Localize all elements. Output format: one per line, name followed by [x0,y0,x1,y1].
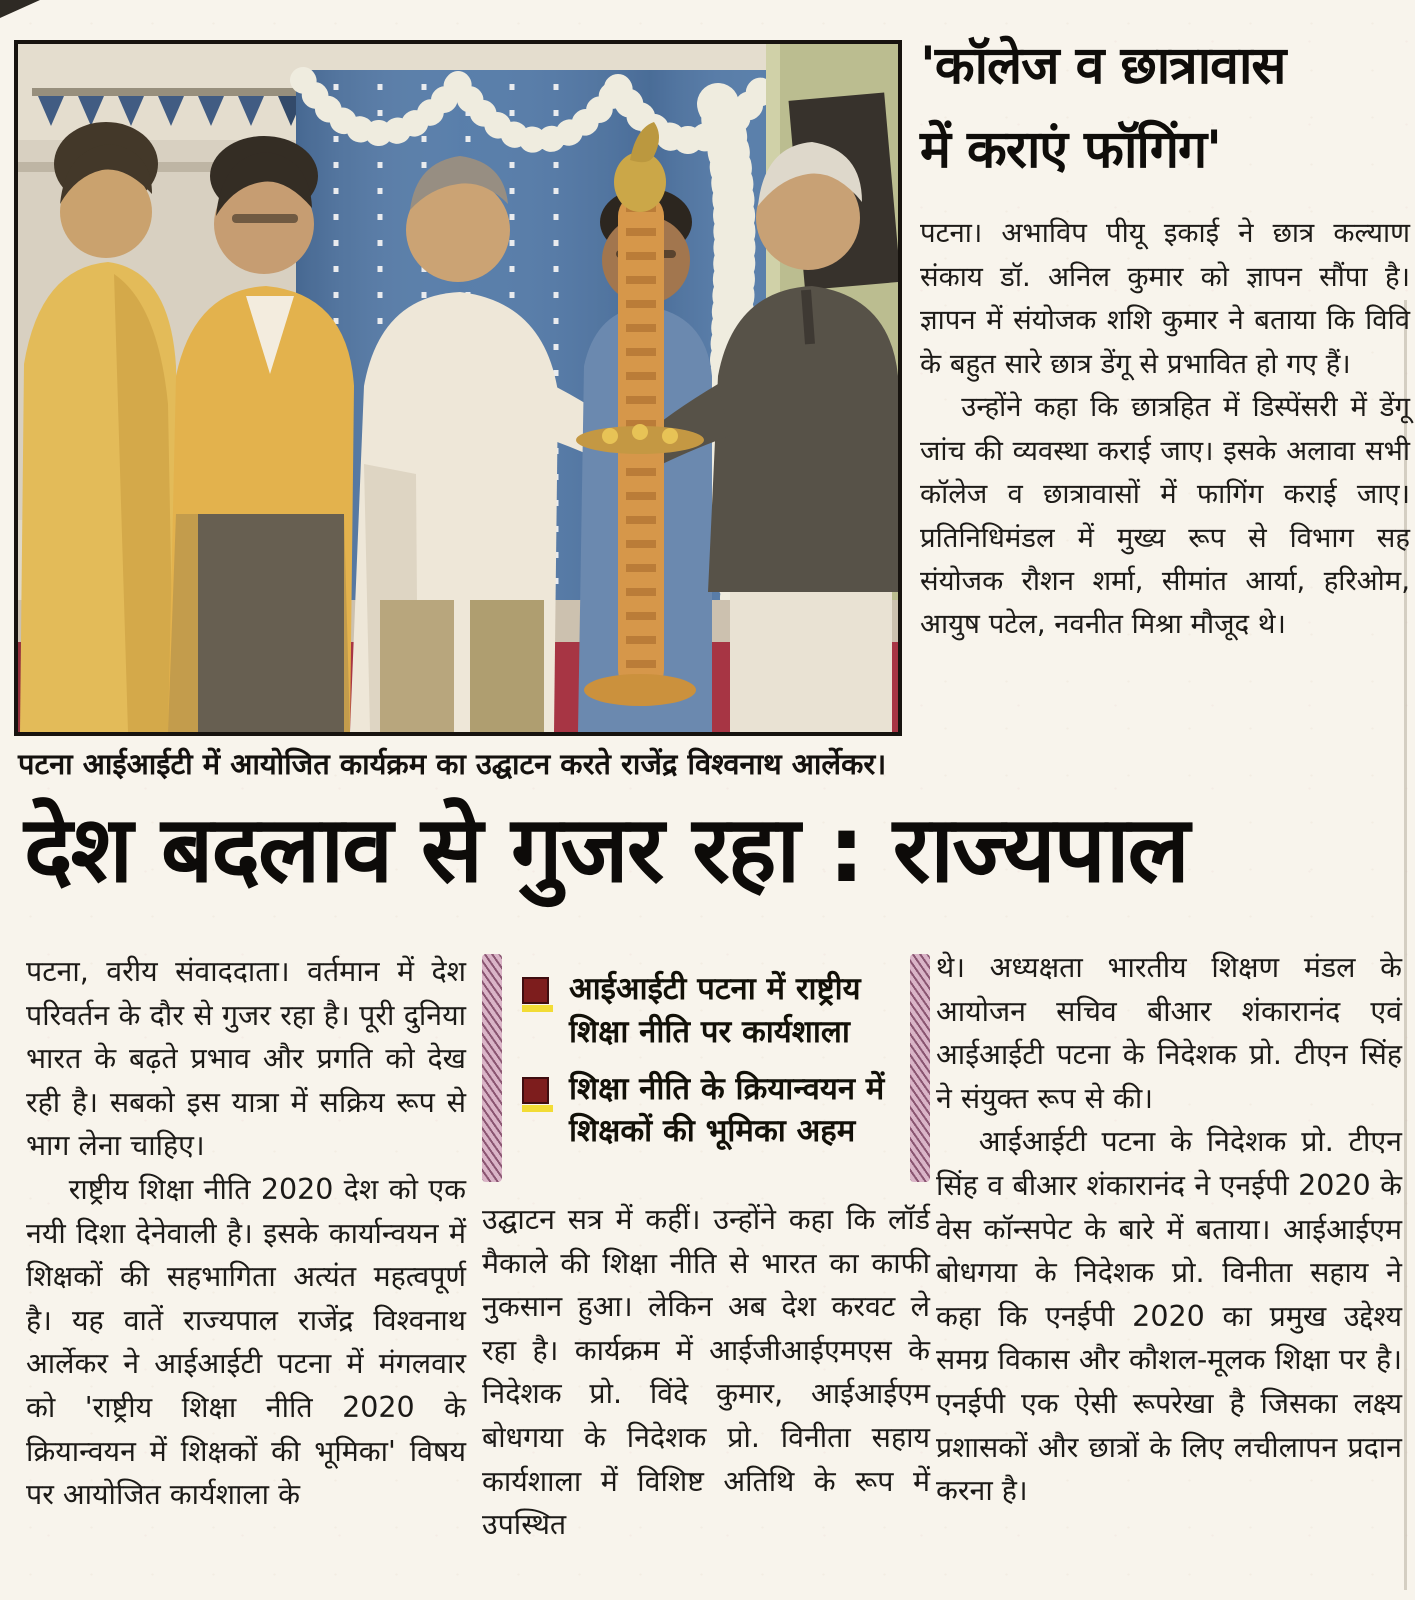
col3-para1: थे। अध्यक्षता भारतीय शिक्षण मंडल के आयोजन सचिव बीआर शंकारानंद एवं आईआईटी पटना के निदेशक प्रो. टीएन सिंह ने संयुक्त रूप से की। [936,951,1402,1115]
highlight-left-bar [482,954,502,1182]
photo-caption: पटना आईआईटी में आयोजित कार्यक्रम का उद्घाटन करते राजेंद्र विश्वनाथ आर्लेकर। [18,747,887,781]
side-article-body [920,212,1410,646]
highlight-box [482,954,930,1182]
event-photo-illustration [18,44,898,732]
col1-para2: राष्ट्रीय शिक्षा नीति 2020 देश को एक नयी दिशा देनेवाली है। इसके कार्यान्वयन में शिक्षकों की सहभागिता अत्यंत महत्वपूर्ण है। यह वातें राज्यपाल राजेंद्र विश्वनाथ आर्लेकर ने आईआईटी पटना में मंगलवार को 'राष्ट्रीय शिक्षा नीति 2020 के क्रियान्वयन में शिक्षकों की भूमिका' विषय पर आयोजित कार्यशाला के [26,1172,466,1512]
highlight-item [522,968,894,1054]
side-article-para1: पटना। अभाविप पीयू इकाई ने छात्र कल्याण संकाय डॉ. अनिल कुमार को ज्ञापन सौंपा है। ज्ञापन में संयोजक शशि कुमार ने बताया कि विवि के बहुत सारे छात्र डेंगू से प्रभावित हो गए हैं। [920,217,1410,380]
highlight-item [522,1068,894,1154]
bullet-square-icon [522,1077,553,1154]
side-headline-line2: में कराएं फॉगिंग' [920,120,1222,181]
bullet-square-icon [522,977,553,1054]
highlight-item2-text: शिक्षा नीति के क्रियान्वयन में शिक्षकों की भूमिका अहम [569,1070,885,1150]
side-headline-line1: 'कॉलेज व छात्रावास [920,36,1286,96]
side-article-para2: उन्होंने कहा कि छात्रहित में डिस्पेंसरी में डेंगू जांच की व्यवस्था कराई जाए। इसके अलावा सभी कॉलेज व छात्रावासों में फागिंग कराई जाए। प्रतिनिधिमंडल में मुख्य रूप से विभाग सह संयोजक रौशन शर्मा, सीमांत आर्या, हरिओम, आयुष पटेल, नवनीत मिश्रा मौजूद थे। [920,391,1410,641]
col1-para1: पटना, वरीय संवाददाता। वर्तमान में देश परिवर्तन के दौर से गुजर रहा है। पूरी दुनिया भारत के बढ़ते प्रभाव और प्रगति को देख रही है। सबको इस यात्रा में सक्रिय रूप से भाग लेना चाहिए। [26,955,466,1163]
article-column-1 [26,950,466,1517]
main-headline: देश बदलाव से गुजर रहा : राज्यपाल [24,796,1188,903]
side-article [920,24,1410,647]
event-photo [14,40,902,736]
highlight-content [502,954,910,1182]
col2-para1: उद्घाटन सत्र में कहीं। उन्होंने कहा कि लॉर्ड मैकाले की शिक्षा नीति से भारत का काफी नुकसान हुआ। लेकिन अब देश करवट ले रहा है। कार्यक्रम में आईजीआईएमएस के निदेशक प्रो. विंदे कुमार, आईआईएम बोधगया के निदेशक प्रो. विनीता सहाय कार्यशाला में विशिष्ट अतिथि के रूप में उपस्थित [482,1203,930,1542]
scan-corner-artifact [0,0,40,18]
highlight-item1-text: आईआईटी पटना में राष्ट्रीय शिक्षा नीति पर कार्यशाला [569,971,861,1050]
highlight-right-bar [910,954,930,1182]
side-article-headline [920,24,1410,192]
col3-para2: आईआईटी पटना के निदेशक प्रो. टीएन सिंह व बीआर शंकारानंद ने एनईपी 2020 के वेस कॉन्सपेट के बारे में बताया। आईआईएम बोधगया के निदेशक प्रो. विनीता सहाय ने कहा कि एनईपी 2020 का प्रमुख उद्देश्य समग्र विकास और कौशल-मूलक शिक्षा पर है। एनईपी एक ऐसी रूपरेखा है जिसका लक्ष्य प्रशासकों और छात्रों के लिए लचीलापन प्रदान करना है। [936,1125,1402,1508]
article-column-2 [482,950,930,1547]
article-column-3 [936,946,1402,1513]
